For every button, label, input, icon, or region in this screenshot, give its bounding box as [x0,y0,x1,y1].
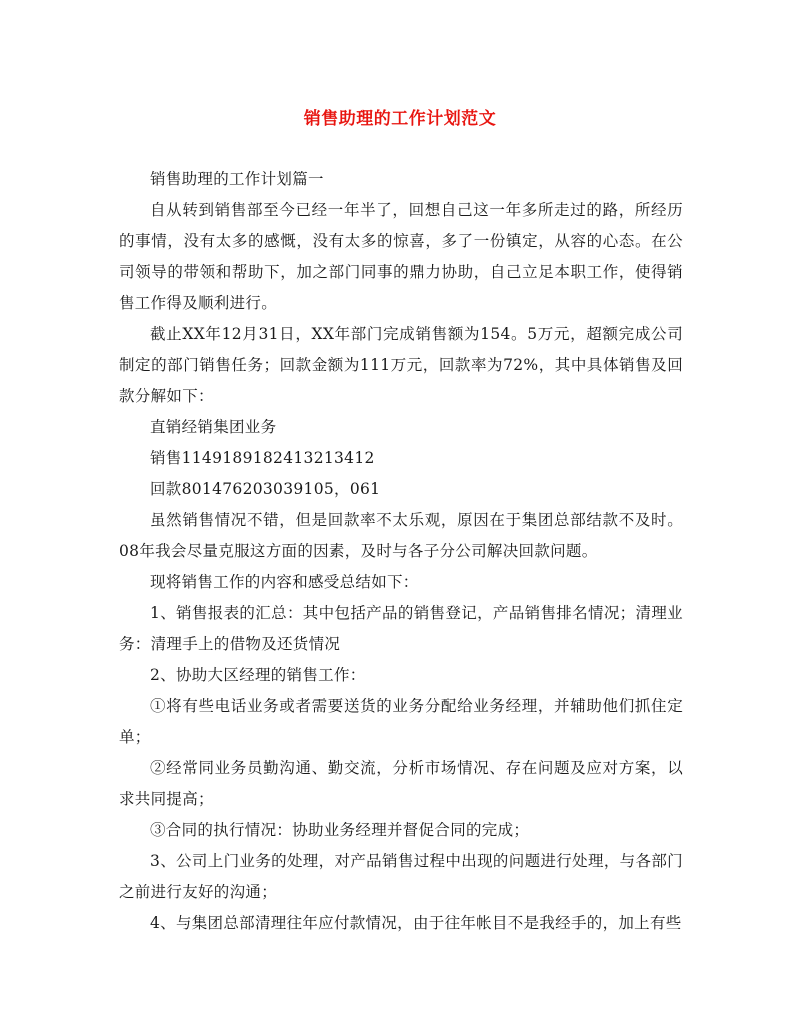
paragraph: 自从转到销售部至今已经一年半了，回想自己这一年多所走过的路，所经历的事情，没有太多的感慨，没有太多的惊喜，多了一份镇定，从容的心态。在公司领导的带领和帮助下，加之部门同事的鼎力协助，自己立足本职工作，使得销售工作得及顺利进行。 [119,201,683,312]
list-item: 2、协助大区经理的销售工作： [150,666,366,684]
paragraph: 回款801476203039105，061 [150,480,381,498]
paragraph: 虽然销售情况不错，但是回款率不太乐观，原因在于集团总部结款不及时。08年我会尽量克服这方面的因素，及时与各子分公司解决回款问题。 [119,511,683,560]
document-body [119,164,683,939]
list-item: 4、与集团总部清理往年应付款情况，由于往年帐目不是我经手的，加上有些 [150,914,682,932]
list-item: 1、销售报表的汇总：其中包括产品的销售登记，产品销售排名情况；清理业务：清理手上的借物及还货情况 [119,604,683,653]
paragraph: 截止XX年12月31日，XX年部门完成销售额为154。5万元，超额完成公司制定的部门销售任务；回款金额为111万元，回款率为72%，其中具体销售及回款分解如下： [119,325,683,405]
section-heading: 销售助理的工作计划篇一 [150,170,324,188]
paragraph: 直销经销集团业务 [150,418,277,436]
sub-list-item: ②经常同业务员勤沟通、勤交流，分析市场情况、存在问题及应对方案，以求共同提高； [119,759,683,808]
sub-list-item: ③合同的执行情况：协助业务经理并督促合同的完成； [150,821,530,839]
document-title: 销售助理的工作计划范文 [303,109,497,129]
list-item: 3、公司上门业务的处理，对产品销售过程中出现的问题进行处理，与各部门之前进行友好的沟通； [119,852,683,901]
paragraph: 销售1149189182413213412 [150,449,375,467]
sub-list-item: ①将有些电话业务或者需要送货的业务分配给业务经理，并辅助他们抓住定单； [119,697,683,746]
paragraph: 现将销售工作的内容和感受总结如下： [150,573,419,591]
